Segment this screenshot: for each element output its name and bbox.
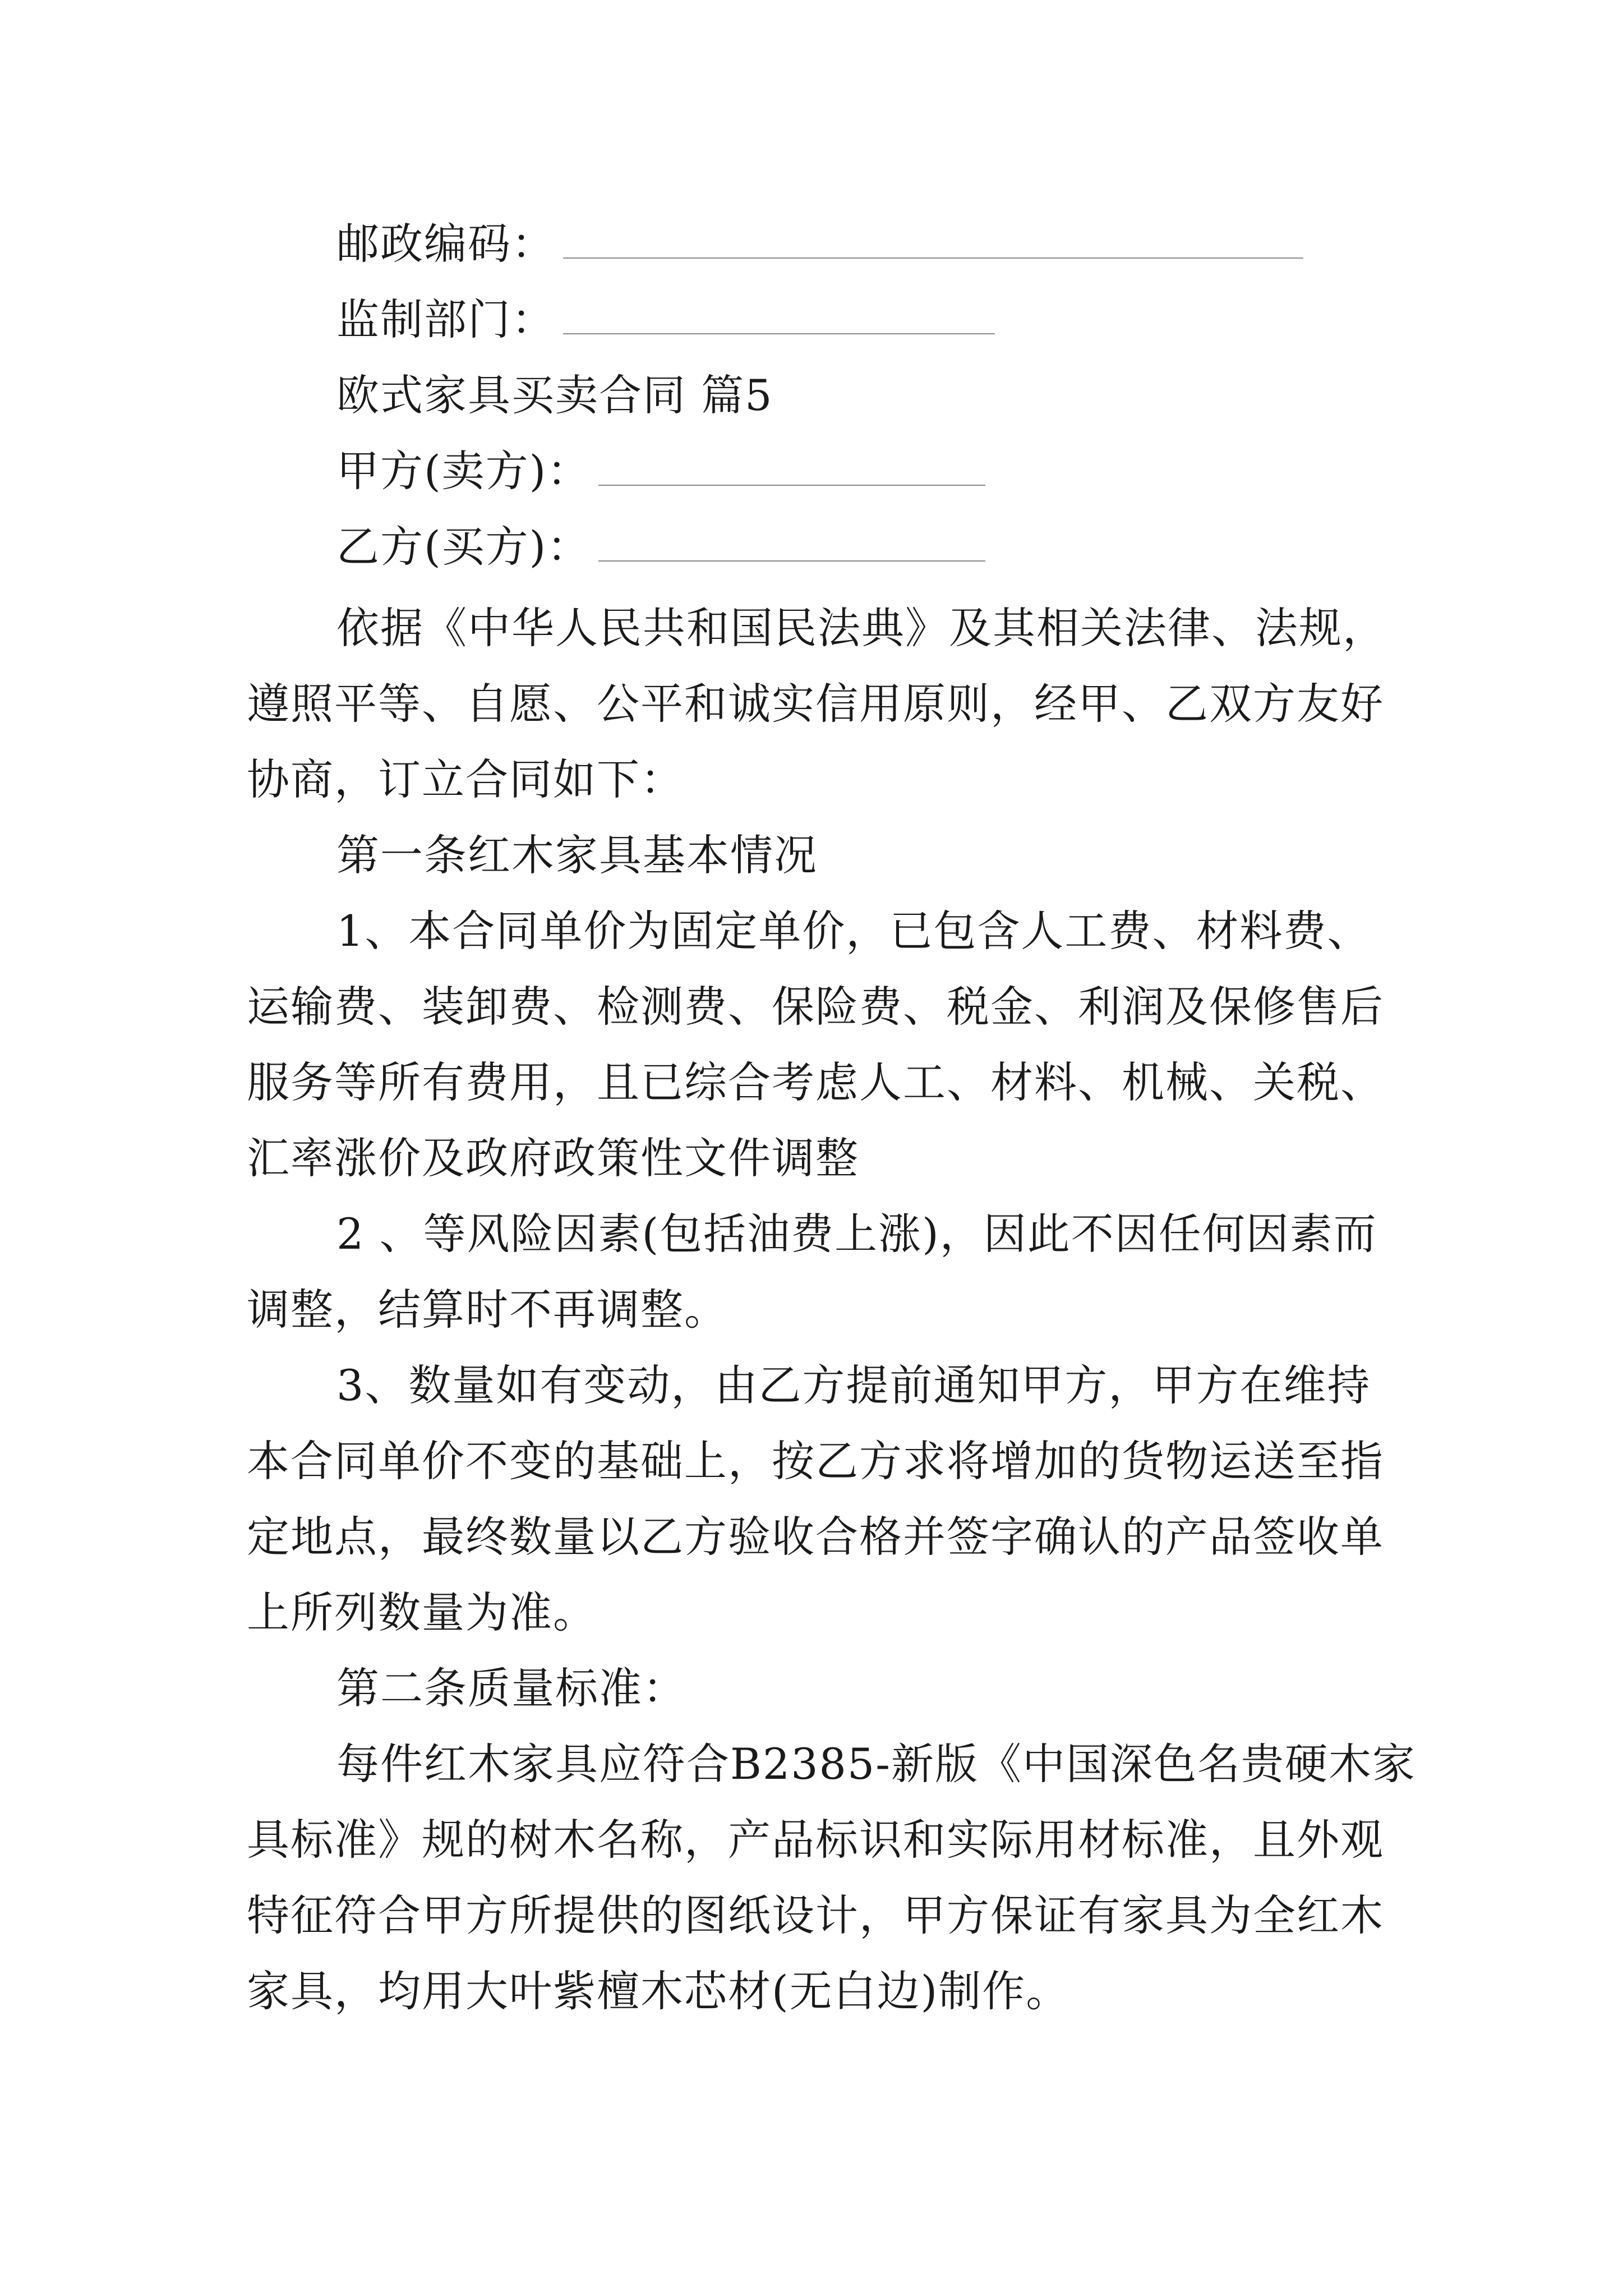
party-b-blank: [598, 527, 985, 562]
text-line: 上所列数量为准。: [247, 1588, 597, 1637]
text-line: 遵照平等、自愿、公平和诚实信用原则，经甲、乙双方友好: [247, 679, 1384, 729]
text-line: 特征符合甲方所提供的图纸设计，甲方保证有家具为全红木: [247, 1890, 1384, 1940]
postal-code-field: [336, 216, 1303, 272]
party-b-label: 乙方(买方)：: [336, 522, 591, 572]
text-line: 调整，结算时不再调整。: [247, 1285, 728, 1335]
supervising-dept-field: [336, 292, 995, 348]
text-line: 定地点，最终数量以乙方验收合格并签字确认的产品签收单: [247, 1512, 1384, 1562]
text-line: 具标准》规的树木名称，产品标识和实际用材标准，且外观: [247, 1815, 1384, 1865]
supervising-dept-blank: [563, 300, 995, 334]
text-line: 每件红木家具应符合B2385-新版《中国深色名贵硬木家: [336, 1739, 1416, 1789]
text-line: 3、数量如有变动，由乙方提前通知甲方，甲方在维持: [336, 1360, 1371, 1410]
text-line: 本合同单价不变的基础上，按乙方求将增加的货物运送至指: [247, 1436, 1384, 1486]
section-title: 欧式家具买卖合同 篇5: [336, 370, 773, 420]
party-a-blank: [598, 451, 985, 486]
text-line: 2 、等风险因素(包括油费上涨)，因此不因任何因素而: [336, 1209, 1377, 1259]
text-line: 服务等所有费用，且已综合考虑人工、材料、机械、关税、: [247, 1057, 1384, 1107]
text-line: 依据《中华人民共和国民法典》及其相关法律、法规，: [336, 603, 1386, 653]
text-line: 协商，订立合同如下：: [247, 754, 684, 804]
party-a-label: 甲方(卖方)：: [336, 446, 591, 496]
postal-code-blank: [563, 224, 1303, 259]
text-line: 汇率涨价及政府政策性文件调整: [247, 1133, 859, 1183]
postal-code-label: 邮政编码：: [336, 219, 555, 269]
supervising-dept-label: 监制部门：: [336, 295, 555, 344]
party-b-field: [336, 519, 985, 575]
text-line: 家具，均用大叶紫檀木芯材(无白边)制作。: [247, 1966, 1070, 2016]
text-line: 运输费、装卸费、检测费、保险费、税金、利润及保修售后: [247, 982, 1384, 1032]
article-heading: 第二条质量标准：: [336, 1663, 686, 1713]
text-line: 1、本合同单价为固定单价，已包含人工费、材料费、: [336, 906, 1371, 956]
party-a-field: [336, 443, 985, 499]
article-heading: 第一条红木家具基本情况: [336, 830, 818, 880]
